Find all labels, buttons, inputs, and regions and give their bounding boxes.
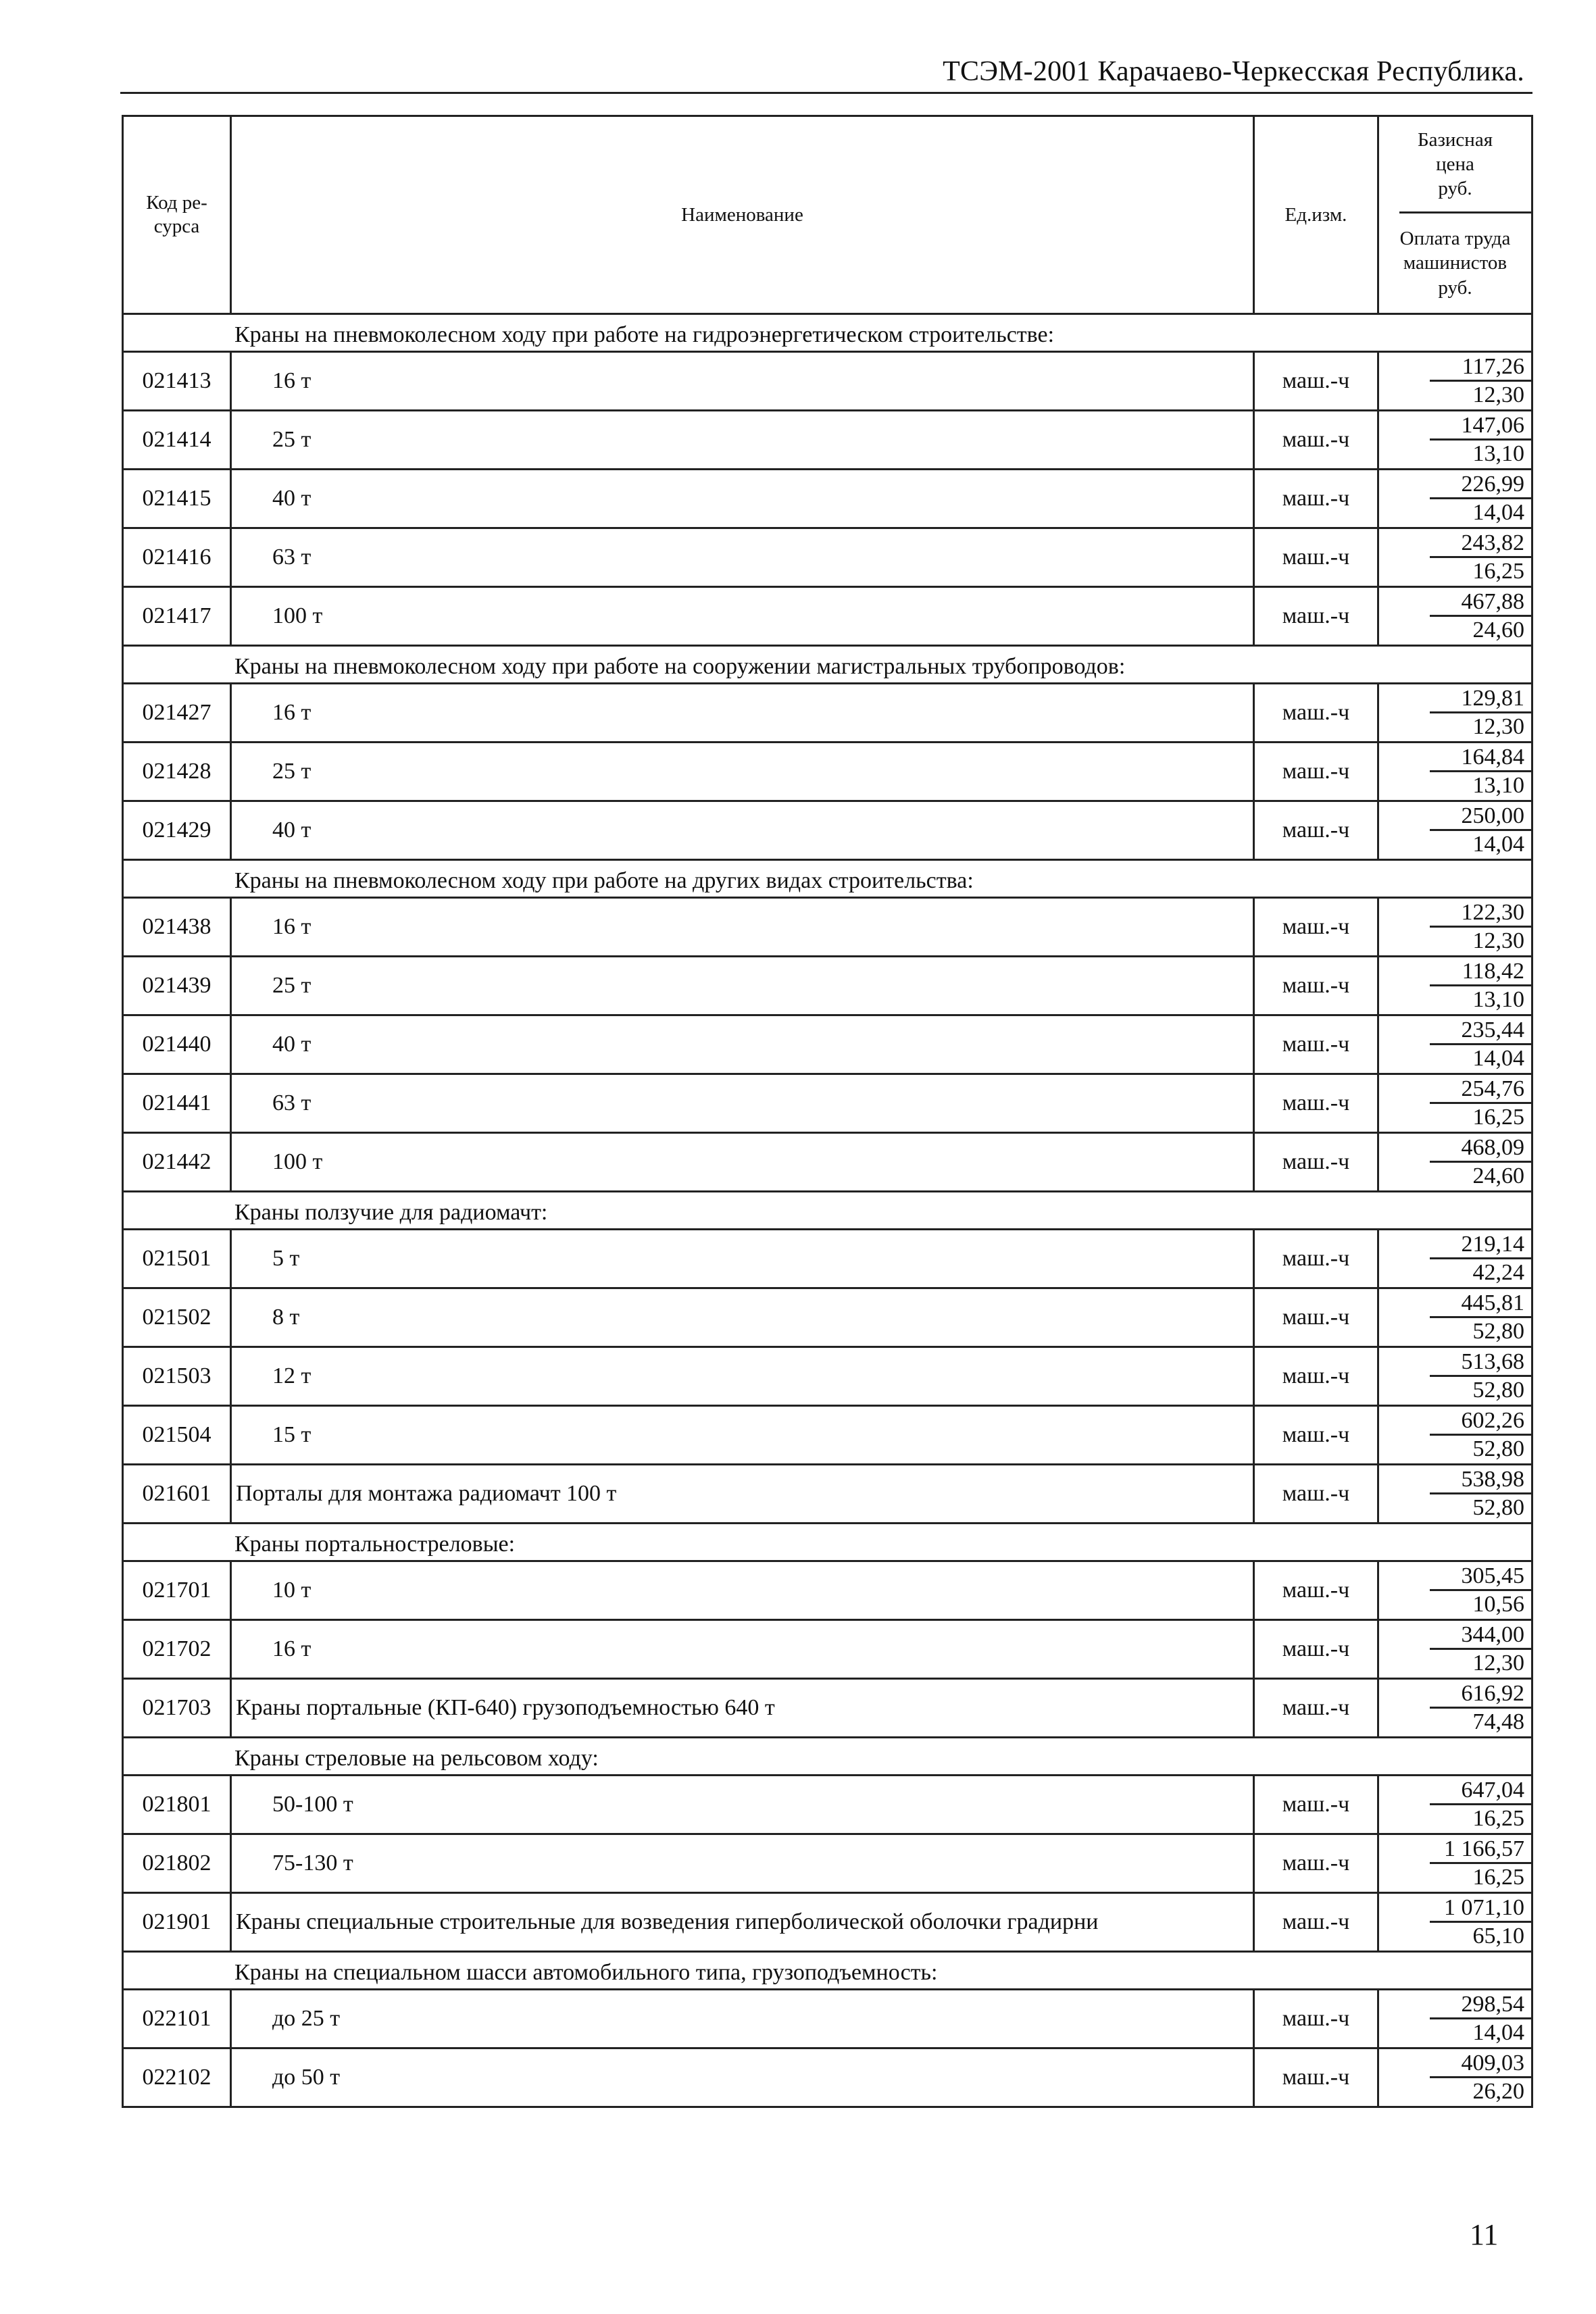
table-row: [123, 1561, 1532, 1620]
table-row: [123, 1679, 1532, 1738]
unit-of-measure: маш.-ч: [1254, 1288, 1378, 1347]
resource-code: 022101: [123, 1990, 231, 2048]
resource-name: 10 т: [231, 1561, 1254, 1620]
price-cell: [1378, 1133, 1532, 1192]
resource-code: 021413: [123, 352, 231, 411]
unit-of-measure: маш.-ч: [1254, 1133, 1378, 1192]
table-row: [123, 528, 1532, 587]
operator-wage: 13,10: [1472, 772, 1524, 798]
price-cell: [1378, 587, 1532, 646]
operator-wage: 16,25: [1472, 1864, 1524, 1890]
table-row: [123, 743, 1532, 801]
price-cell: [1378, 470, 1532, 528]
operator-wage: 26,20: [1472, 2078, 1524, 2104]
base-price: 129,81: [1430, 686, 1531, 713]
operator-wage: 13,10: [1472, 441, 1524, 466]
price-cell: [1378, 352, 1532, 411]
section-title: Краны портальностреловые:: [123, 1524, 1532, 1561]
price-cell: [1378, 957, 1532, 1015]
resource-name: Краны специальные строительные для возведения гиперболической оболочки градирни: [231, 1893, 1254, 1952]
operator-wage: 14,04: [1472, 831, 1524, 857]
resource-name: 25 т: [231, 411, 1254, 470]
resource-name: 40 т: [231, 801, 1254, 860]
resource-code: 021802: [123, 1834, 231, 1893]
base-price: 445,81: [1430, 1290, 1531, 1318]
price-cell: [1378, 1834, 1532, 1893]
operator-wage: 12,30: [1472, 928, 1524, 953]
section-title: Краны на пневмоколесном ходу при работе на сооружении магистральных трубопроводов:: [123, 646, 1532, 684]
price-cell: [1378, 1230, 1532, 1288]
unit-of-measure: маш.-ч: [1254, 1347, 1378, 1406]
unit-of-measure: маш.-ч: [1254, 1834, 1378, 1893]
header-unit: [1254, 116, 1378, 314]
unit-of-measure: маш.-ч: [1254, 801, 1378, 860]
unit-of-measure: маш.-ч: [1254, 1230, 1378, 1288]
unit-of-measure: маш.-ч: [1254, 1620, 1378, 1679]
table-header-row: [123, 116, 1532, 314]
base-price: 117,26: [1430, 354, 1531, 382]
price-cell: [1378, 1406, 1532, 1465]
unit-of-measure: маш.-ч: [1254, 587, 1378, 646]
resource-name: 16 т: [231, 684, 1254, 743]
table-row: [123, 352, 1532, 411]
operator-wage: 52,80: [1472, 1436, 1524, 1461]
operator-wage: 12,30: [1472, 713, 1524, 739]
section-row: [123, 1738, 1532, 1776]
resource-code: 021439: [123, 957, 231, 1015]
resource-code: 021414: [123, 411, 231, 470]
resource-code: 021427: [123, 684, 231, 743]
resource-code: 021438: [123, 898, 231, 957]
operator-wage: 52,80: [1472, 1318, 1524, 1344]
resource-code: 021701: [123, 1561, 231, 1620]
operator-wage: 16,25: [1472, 558, 1524, 584]
resource-code: 021504: [123, 1406, 231, 1465]
header-name-label: Наименование: [681, 203, 803, 226]
operator-wage: 42,24: [1472, 1259, 1524, 1285]
page-header-title: ТСЭМ-2001 Карачаево-Черкесская Республика.: [943, 56, 1524, 87]
price-cell: [1378, 1347, 1532, 1406]
resource-name: до 50 т: [231, 2048, 1254, 2107]
price-table: [122, 115, 1533, 2108]
resource-code: 021503: [123, 1347, 231, 1406]
page-number: 11: [1470, 2218, 1499, 2251]
section-title: Краны ползучие для радиомачт:: [123, 1192, 1532, 1230]
operator-wage: 12,30: [1472, 1650, 1524, 1676]
section-row: [123, 860, 1532, 898]
resource-code: 021442: [123, 1133, 231, 1192]
resource-name: 100 т: [231, 1133, 1254, 1192]
resource-name: 50-100 т: [231, 1776, 1254, 1834]
base-price: 250,00: [1430, 803, 1531, 831]
base-price: 468,09: [1430, 1135, 1531, 1163]
base-price: 344,00: [1430, 1622, 1531, 1650]
unit-of-measure: маш.-ч: [1254, 743, 1378, 801]
price-cell: [1378, 1288, 1532, 1347]
table-row: [123, 1288, 1532, 1347]
operator-wage: 52,80: [1472, 1494, 1524, 1520]
base-price: 1 071,10: [1430, 1895, 1531, 1923]
price-cell: [1378, 1465, 1532, 1524]
resource-code: 021702: [123, 1620, 231, 1679]
resource-code: 021502: [123, 1288, 231, 1347]
unit-of-measure: маш.-ч: [1254, 1015, 1378, 1074]
table-row: [123, 1465, 1532, 1524]
price-cell: [1378, 1776, 1532, 1834]
base-price: 243,82: [1430, 530, 1531, 558]
price-cell: [1378, 1990, 1532, 2048]
resource-name: 16 т: [231, 898, 1254, 957]
unit-of-measure: маш.-ч: [1254, 1465, 1378, 1524]
page-header: [120, 54, 1532, 94]
resource-name: 40 т: [231, 470, 1254, 528]
base-price: 513,68: [1430, 1349, 1531, 1377]
resource-code: 021417: [123, 587, 231, 646]
section-row: [123, 1952, 1532, 1990]
resource-name: 75-130 т: [231, 1834, 1254, 1893]
base-price: 602,26: [1430, 1408, 1531, 1436]
table-row: [123, 684, 1532, 743]
base-price: 219,14: [1430, 1232, 1531, 1259]
header-name: [231, 116, 1254, 314]
section-row: [123, 314, 1532, 352]
resource-code: 022102: [123, 2048, 231, 2107]
table-row: [123, 1074, 1532, 1133]
operator-wage: 16,25: [1472, 1805, 1524, 1831]
header-price-base: Базисная цена руб.: [1417, 128, 1493, 200]
header-code: [123, 116, 231, 314]
price-cell: [1378, 1893, 1532, 1952]
resource-name: 16 т: [231, 352, 1254, 411]
price-cell: [1378, 528, 1532, 587]
unit-of-measure: маш.-ч: [1254, 1893, 1378, 1952]
operator-wage: 16,25: [1472, 1104, 1524, 1130]
resource-code: 021440: [123, 1015, 231, 1074]
unit-of-measure: маш.-ч: [1254, 1990, 1378, 2048]
unit-of-measure: маш.-ч: [1254, 352, 1378, 411]
operator-wage: 52,80: [1472, 1377, 1524, 1403]
base-price: 305,45: [1430, 1563, 1531, 1591]
table-row: [123, 957, 1532, 1015]
base-price: 647,04: [1430, 1778, 1531, 1805]
operator-wage: 24,60: [1472, 617, 1524, 643]
resource-code: 021441: [123, 1074, 231, 1133]
resource-code: 021416: [123, 528, 231, 587]
resource-code: 021601: [123, 1465, 231, 1524]
base-price: 298,54: [1430, 1992, 1531, 2019]
resource-name: Порталы для монтажа радиомачт 100 т: [231, 1465, 1254, 1524]
unit-of-measure: маш.-ч: [1254, 528, 1378, 587]
price-cell: [1378, 1074, 1532, 1133]
table-row: [123, 1893, 1532, 1952]
base-price: 122,30: [1430, 900, 1531, 928]
price-cell: [1378, 743, 1532, 801]
resource-name: 25 т: [231, 957, 1254, 1015]
operator-wage: 24,60: [1472, 1163, 1524, 1188]
table-row: [123, 1347, 1532, 1406]
resource-name: 40 т: [231, 1015, 1254, 1074]
resource-code: 021501: [123, 1230, 231, 1288]
base-price: 235,44: [1430, 1017, 1531, 1045]
table-row: [123, 898, 1532, 957]
unit-of-measure: маш.-ч: [1254, 898, 1378, 957]
unit-of-measure: маш.-ч: [1254, 1561, 1378, 1620]
price-cell: [1378, 1679, 1532, 1738]
base-price: 538,98: [1430, 1467, 1531, 1494]
base-price: 616,92: [1430, 1681, 1531, 1709]
base-price: 254,76: [1430, 1076, 1531, 1104]
section-row: [123, 1524, 1532, 1561]
table-row: [123, 1015, 1532, 1074]
unit-of-measure: маш.-ч: [1254, 2048, 1378, 2107]
section-title: Краны на специальном шасси автомобильного типа, грузоподъемность:: [123, 1952, 1532, 1990]
price-cell: [1378, 1561, 1532, 1620]
resource-name: 15 т: [231, 1406, 1254, 1465]
resource-name: 16 т: [231, 1620, 1254, 1679]
unit-of-measure: маш.-ч: [1254, 957, 1378, 1015]
price-cell: [1378, 898, 1532, 957]
price-cell: [1378, 1620, 1532, 1679]
header-code-label: Код ре- сурса: [146, 192, 207, 237]
operator-wage: 14,04: [1472, 2019, 1524, 2045]
base-price: 164,84: [1430, 745, 1531, 772]
resource-name: Краны портальные (КП-640) грузоподъемностью 640 т: [231, 1679, 1254, 1738]
price-cell: [1378, 801, 1532, 860]
operator-wage: 12,30: [1472, 382, 1524, 407]
base-price: 226,99: [1430, 472, 1531, 499]
table-row: [123, 411, 1532, 470]
unit-of-measure: маш.-ч: [1254, 684, 1378, 743]
resource-code: 021703: [123, 1679, 231, 1738]
unit-of-measure: маш.-ч: [1254, 1074, 1378, 1133]
header-unit-label: Ед.изм.: [1285, 203, 1347, 226]
price-cell: [1378, 411, 1532, 470]
operator-wage: 10,56: [1472, 1591, 1524, 1617]
base-price: 467,88: [1430, 589, 1531, 617]
table-row: [123, 1834, 1532, 1893]
resource-name: 63 т: [231, 528, 1254, 587]
resource-code: 021428: [123, 743, 231, 801]
resource-code: 021901: [123, 1893, 231, 1952]
unit-of-measure: маш.-ч: [1254, 1679, 1378, 1738]
header-price-labor: Оплата труда машинистов руб.: [1399, 228, 1511, 299]
table-row: [123, 1133, 1532, 1192]
resource-name: до 25 т: [231, 1990, 1254, 2048]
section-title: Краны на пневмоколесном ходу при работе на гидроэнергетическом строительстве:: [123, 314, 1532, 352]
table-row: [123, 470, 1532, 528]
table-row: [123, 2048, 1532, 2107]
unit-of-measure: маш.-ч: [1254, 411, 1378, 470]
table-body: [123, 314, 1532, 2107]
table-row: [123, 801, 1532, 860]
resource-code: 021801: [123, 1776, 231, 1834]
unit-of-measure: маш.-ч: [1254, 470, 1378, 528]
resource-code: 021429: [123, 801, 231, 860]
operator-wage: 65,10: [1472, 1923, 1524, 1948]
section-title: Краны на пневмоколесном ходу при работе на других видах строительства:: [123, 860, 1532, 898]
operator-wage: 14,04: [1472, 499, 1524, 525]
table-row: [123, 1230, 1532, 1288]
resource-name: 12 т: [231, 1347, 1254, 1406]
section-title: Краны стреловые на рельсовом ходу:: [123, 1738, 1532, 1776]
unit-of-measure: маш.-ч: [1254, 1776, 1378, 1834]
operator-wage: 74,48: [1472, 1709, 1524, 1734]
base-price: 147,06: [1430, 413, 1531, 441]
resource-name: 5 т: [231, 1230, 1254, 1288]
section-row: [123, 646, 1532, 684]
resource-name: 63 т: [231, 1074, 1254, 1133]
table-row: [123, 1406, 1532, 1465]
table-row: [123, 1990, 1532, 2048]
base-price: 118,42: [1430, 959, 1531, 986]
resource-name: 100 т: [231, 587, 1254, 646]
price-cell: [1378, 1015, 1532, 1074]
base-price: 1 166,57: [1430, 1836, 1531, 1864]
table-row: [123, 587, 1532, 646]
operator-wage: 14,04: [1472, 1045, 1524, 1071]
table-row: [123, 1776, 1532, 1834]
table-row: [123, 1620, 1532, 1679]
resource-code: 021415: [123, 470, 231, 528]
price-cell: [1378, 2048, 1532, 2107]
unit-of-measure: маш.-ч: [1254, 1406, 1378, 1465]
price-cell: [1378, 684, 1532, 743]
resource-name: 8 т: [231, 1288, 1254, 1347]
resource-name: 25 т: [231, 743, 1254, 801]
section-row: [123, 1192, 1532, 1230]
base-price: 409,03: [1430, 2051, 1531, 2078]
header-price: [1378, 116, 1532, 314]
operator-wage: 13,10: [1472, 986, 1524, 1012]
